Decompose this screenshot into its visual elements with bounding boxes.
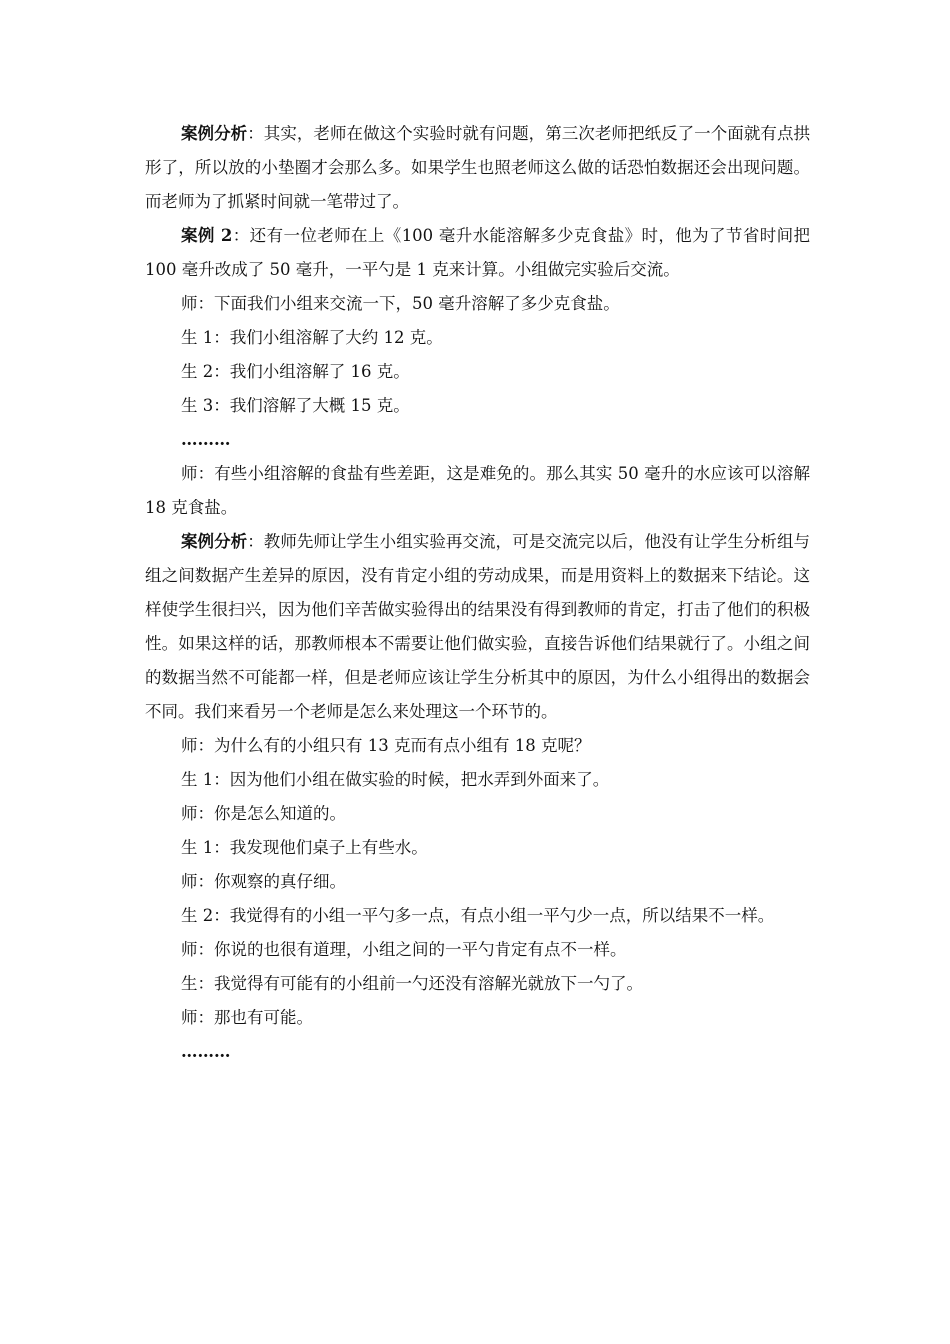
dialogue-line: 师：为什么有的小组只有 13 克而有点小组有 18 克呢？ bbox=[181, 736, 591, 755]
case-2-label: 案例 2 bbox=[181, 226, 233, 245]
dialogue-line: 生 1：我们小组溶解了大约 12 克。 bbox=[181, 328, 443, 347]
case-analysis-label: 案例分析 bbox=[181, 532, 248, 551]
dialogue-line: 生 1：因为他们小组在做实验的时候，把水弄到外面来了。 bbox=[181, 770, 610, 789]
dialogue-line: 生：我觉得有可能有的小组前一勺还没有溶解光就放下一勺了。 bbox=[181, 974, 643, 993]
paragraph-text: ：其实，老师在做这个实验时就有问题，第三次老师把纸反了一个面就有点拱形了，所以放的小垫圈才会那么多。如果学生也照老师这么做的话恐怕数据还会出现问题。而老师为了抓紧时间就一笔带过了。 bbox=[145, 124, 811, 211]
case-analysis-1-paragraph bbox=[145, 117, 810, 219]
dialogue-line: 师：下面我们小组来交流一下，50 毫升溶解了多少克食盐。 bbox=[181, 294, 620, 313]
dialogue-line: 生 1：我发现他们桌子上有些水。 bbox=[181, 838, 428, 857]
case-analysis-2-paragraph bbox=[145, 525, 810, 729]
dialogue-line: 师：有些小组溶解的食盐有些差距，这是难免的。那么其实 50 毫升的水应该可以溶解 18 克食盐。 bbox=[145, 464, 810, 517]
case-analysis-label: 案例分析 bbox=[181, 124, 248, 143]
dialogue-line: 师：你说的也很有道理，小组之间的一平勺肯定有点不一样。 bbox=[181, 940, 627, 959]
case-2-paragraph bbox=[145, 219, 810, 287]
dialogue-line: 生 2：我觉得有的小组一平勺多一点，有点小组一平勺少一点，所以结果不一样。 bbox=[181, 906, 775, 925]
dialogue-line: 师：你观察的真仔细。 bbox=[181, 872, 346, 891]
paragraph-text: ：还有一位老师在上《100 毫升水能溶解多少克食盐》时，他为了节省时间把 100 毫升改成了 50 毫升，一平勺是 1 克来计算。小组做完实验后交流。 bbox=[145, 226, 810, 279]
ellipsis-line: ……… bbox=[181, 430, 231, 449]
ellipsis-line: ……… bbox=[181, 1042, 231, 1061]
paragraph-text: ：教师先师让学生小组实验再交流，可是交流完以后，他没有让学生分析组与组之间数据产生差异的原因，没有肯定小组的劳动成果，而是用资料上的数据来下结论。这样使学生很扫兴，因为他们辛苦做实验得出的结果没有得到教师的肯定，打击了他们的积极性。如果这样的话，那教师根本不需要让他们做实验，直接告诉他们结果就行了。小组之间的数据当然不可能都一样，但是老师应该让学生分析其中的原因，为什么小组得出的数据会不同。我们来看另一个老师是怎么来处理这一个环节的。 bbox=[145, 532, 811, 721]
dialogue-line: 师：你是怎么知道的。 bbox=[181, 804, 346, 823]
dialogue-line: 师：那也有可能。 bbox=[181, 1008, 313, 1027]
document-page bbox=[145, 117, 810, 1069]
dialogue-line: 生 2：我们小组溶解了 16 克。 bbox=[181, 362, 410, 381]
dialogue-line: 生 3：我们溶解了大概 15 克。 bbox=[181, 396, 410, 415]
